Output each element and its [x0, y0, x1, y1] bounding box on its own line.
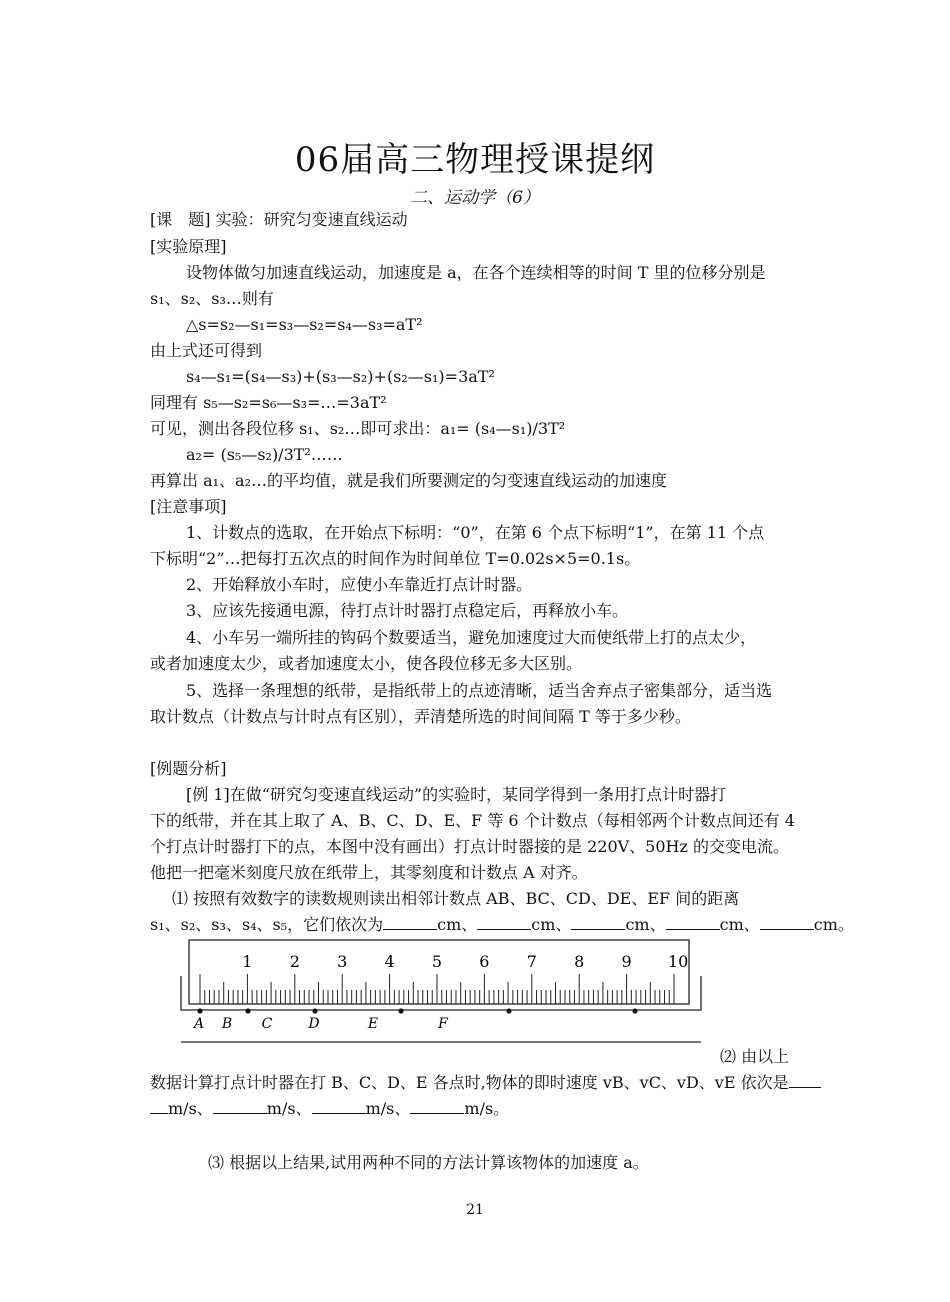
topic-text: 实验：研究匀变速直线运动 — [215, 210, 408, 229]
note-2: 2、开始释放小车时，应使小车靠近打点计时器。 — [186, 575, 533, 594]
point-label: E — [367, 1016, 379, 1032]
sep-7: 、 — [394, 1099, 411, 1118]
ruler-number: 5 — [431, 952, 443, 971]
unit-cm-1: cm — [437, 915, 462, 934]
answer-blank-s1[interactable] — [383, 915, 437, 930]
point-label: B — [221, 1016, 233, 1032]
unit-cm-4: cm — [719, 915, 744, 934]
ruler-body — [189, 940, 689, 1004]
note-1b: 下标明“2”…把每打五次点的时间作为时间单位 T=0.02s×5=0.1s。 — [150, 549, 641, 568]
ruler-number: 2 — [289, 952, 300, 971]
example-1d: 他把一把毫米刻度尺放在纸带上，其零刻度和计数点 A 对齐。 — [150, 863, 588, 882]
unit-ms-3: m/s — [365, 1099, 395, 1118]
tape-dot — [312, 1008, 317, 1013]
question-1b-prefix: s₁、s₂、s₃、s₄、s₅，它们依次为 — [150, 915, 384, 934]
principle-p4: 可见，测出各段位移 s₁、s₂…即可求出：a₁= (s₄—s₁)/3T² — [150, 419, 566, 438]
topic-line — [150, 209, 408, 231]
sep-3: 、 — [649, 915, 666, 934]
tape-dot — [245, 1008, 250, 1013]
ruler-number: 8 — [574, 952, 585, 971]
question-2a: ⑵ 由以上 — [720, 1047, 790, 1066]
ruler-number: 3 — [337, 952, 348, 971]
answer-blank-vc[interactable] — [213, 1099, 267, 1114]
principle-heading: [实验原理] — [150, 237, 227, 256]
page-subtitle: 二、运动学（6） — [410, 188, 540, 208]
tape-dots — [197, 1008, 637, 1013]
answer-blank-vb-a[interactable] — [789, 1073, 821, 1088]
unit-ms-2: m/s — [266, 1099, 296, 1118]
point-label: C — [261, 1016, 273, 1032]
answer-blank-s4[interactable] — [666, 915, 720, 930]
sep-1: 、 — [461, 915, 478, 934]
example-heading: [例题分析] — [150, 759, 227, 778]
principle-eq2: s₄—s₁=(s₄—s₃)+(s₃—s₂)+(s₂—s₁)=3aT² — [186, 367, 495, 386]
end-2: 。 — [493, 1099, 510, 1118]
answer-blank-vb-b[interactable] — [150, 1099, 168, 1114]
point-labels — [192, 1016, 449, 1032]
answer-blank-vd[interactable] — [312, 1099, 366, 1114]
sep-5: 、 — [196, 1099, 213, 1118]
topic-label: [课 题] — [150, 210, 211, 229]
question-3: ⑶ 根据以上结果,试用两种不同的方法计算该物体的加速度 a。 — [208, 1153, 649, 1172]
note-3: 3、应该先接通电源，待打点计时器打点稳定后，再释放小车。 — [186, 601, 629, 620]
ruler-number: 1 — [242, 952, 253, 971]
note-5b: 取计数点（计数点与计时点有区别），弄清楚所选的时间间隔 T 等于多少秒。 — [150, 707, 691, 726]
sep-4: 、 — [743, 915, 760, 934]
question-2b — [150, 1072, 821, 1094]
ruler-figure — [179, 938, 705, 1044]
answer-blank-s2[interactable] — [477, 915, 531, 930]
example-1a: [例 1]在做“研究匀变速直线运动”的实验时，某同学得到一条用打点计时器打 — [186, 785, 727, 804]
note-4b: 或者加速度太少，或者加速度太小，使各段位移无多大区别。 — [150, 654, 583, 673]
end-1: 。 — [837, 915, 854, 934]
unit-cm-3: cm — [625, 915, 650, 934]
page-number: 21 — [466, 1202, 484, 1218]
ruler-number: 10 — [668, 952, 689, 971]
ruler-number: 9 — [621, 952, 632, 971]
page-title: 06届高三物理授课提纲 — [294, 140, 656, 180]
notes-heading: [注意事项] — [150, 497, 227, 516]
point-label: F — [438, 1016, 448, 1032]
question-2c — [150, 1098, 509, 1120]
tape-dot — [197, 1008, 202, 1013]
ruler-number: 6 — [479, 952, 490, 971]
tape-dot — [506, 1008, 511, 1013]
principle-eq3: a₂= (s₅—s₂)/3T²…… — [186, 445, 343, 464]
unit-ms-1: m/s — [168, 1099, 197, 1118]
point-label: A — [193, 1016, 205, 1032]
principle-p1a: 设物体做匀加速直线运动，加速度是 a，在各个连续相等的时间 T 里的位移分别是 — [186, 263, 766, 282]
principle-p3: 同理有 s₅—s₂=s₆—s₃=…=3aT² — [150, 393, 387, 412]
question-2b-text: 数据计算打点计时器在打 B、C、D、E 各点时,物体的即时速度 vB、vC、vD、vE 依次是 — [150, 1073, 789, 1092]
answer-blank-s3[interactable] — [571, 915, 625, 930]
unit-cm-5: cm — [813, 915, 838, 934]
ruler-number: 7 — [526, 952, 537, 971]
answer-blank-ve[interactable] — [410, 1099, 464, 1114]
unit-ms-4: m/s — [464, 1099, 494, 1118]
tape-dot — [632, 1008, 637, 1013]
tape-dot — [398, 1008, 403, 1013]
point-label: D — [308, 1016, 320, 1032]
principle-p1b: s₁、s₂、s₃…则有 — [150, 289, 274, 308]
unit-cm-2: cm — [531, 915, 556, 934]
sep-6: 、 — [295, 1099, 312, 1118]
principle-p5: 再算出 a₁、a₂…的平均值，就是我们所要测定的匀变速直线运动的加速度 — [150, 471, 667, 490]
principle-p2: 由上式还可得到 — [150, 341, 263, 360]
example-1b: 下的纸带，并在其上取了 A、B、C、D、E、F 等 6 个计数点（每相邻两个计数点间还有 4 — [150, 811, 795, 830]
question-1a: ⑴ 按照有效数字的读数规则读出相邻计数点 AB、BC、CD、DE、EF 间的距离 — [172, 889, 740, 908]
principle-eq1: △s=s₂—s₁=s₃—s₂=s₄—s₃=aT² — [186, 315, 423, 334]
example-1c: 个打点计时器打下的点，本图中没有画出）打点计时器接的是 220V、50Hz 的交变电流。 — [150, 837, 790, 856]
sep-2: 、 — [555, 915, 572, 934]
answer-blank-s5[interactable] — [760, 915, 814, 930]
note-4a: 4、小车另一端所挂的钩码个数要适当，避免加速度过大而使纸带上打的点太少， — [186, 628, 757, 647]
ruler-number: 4 — [384, 952, 395, 971]
note-5a: 5、选择一条理想的纸带，是指纸带上的点迹清晰，适当舍弃点子密集部分，适当选 — [186, 681, 773, 700]
question-1b — [150, 914, 854, 936]
note-1a: 1、计数点的选取，在开始点下标明：“0”，在第 6 个点下标明“1”，在第 11 个点 — [186, 523, 765, 542]
